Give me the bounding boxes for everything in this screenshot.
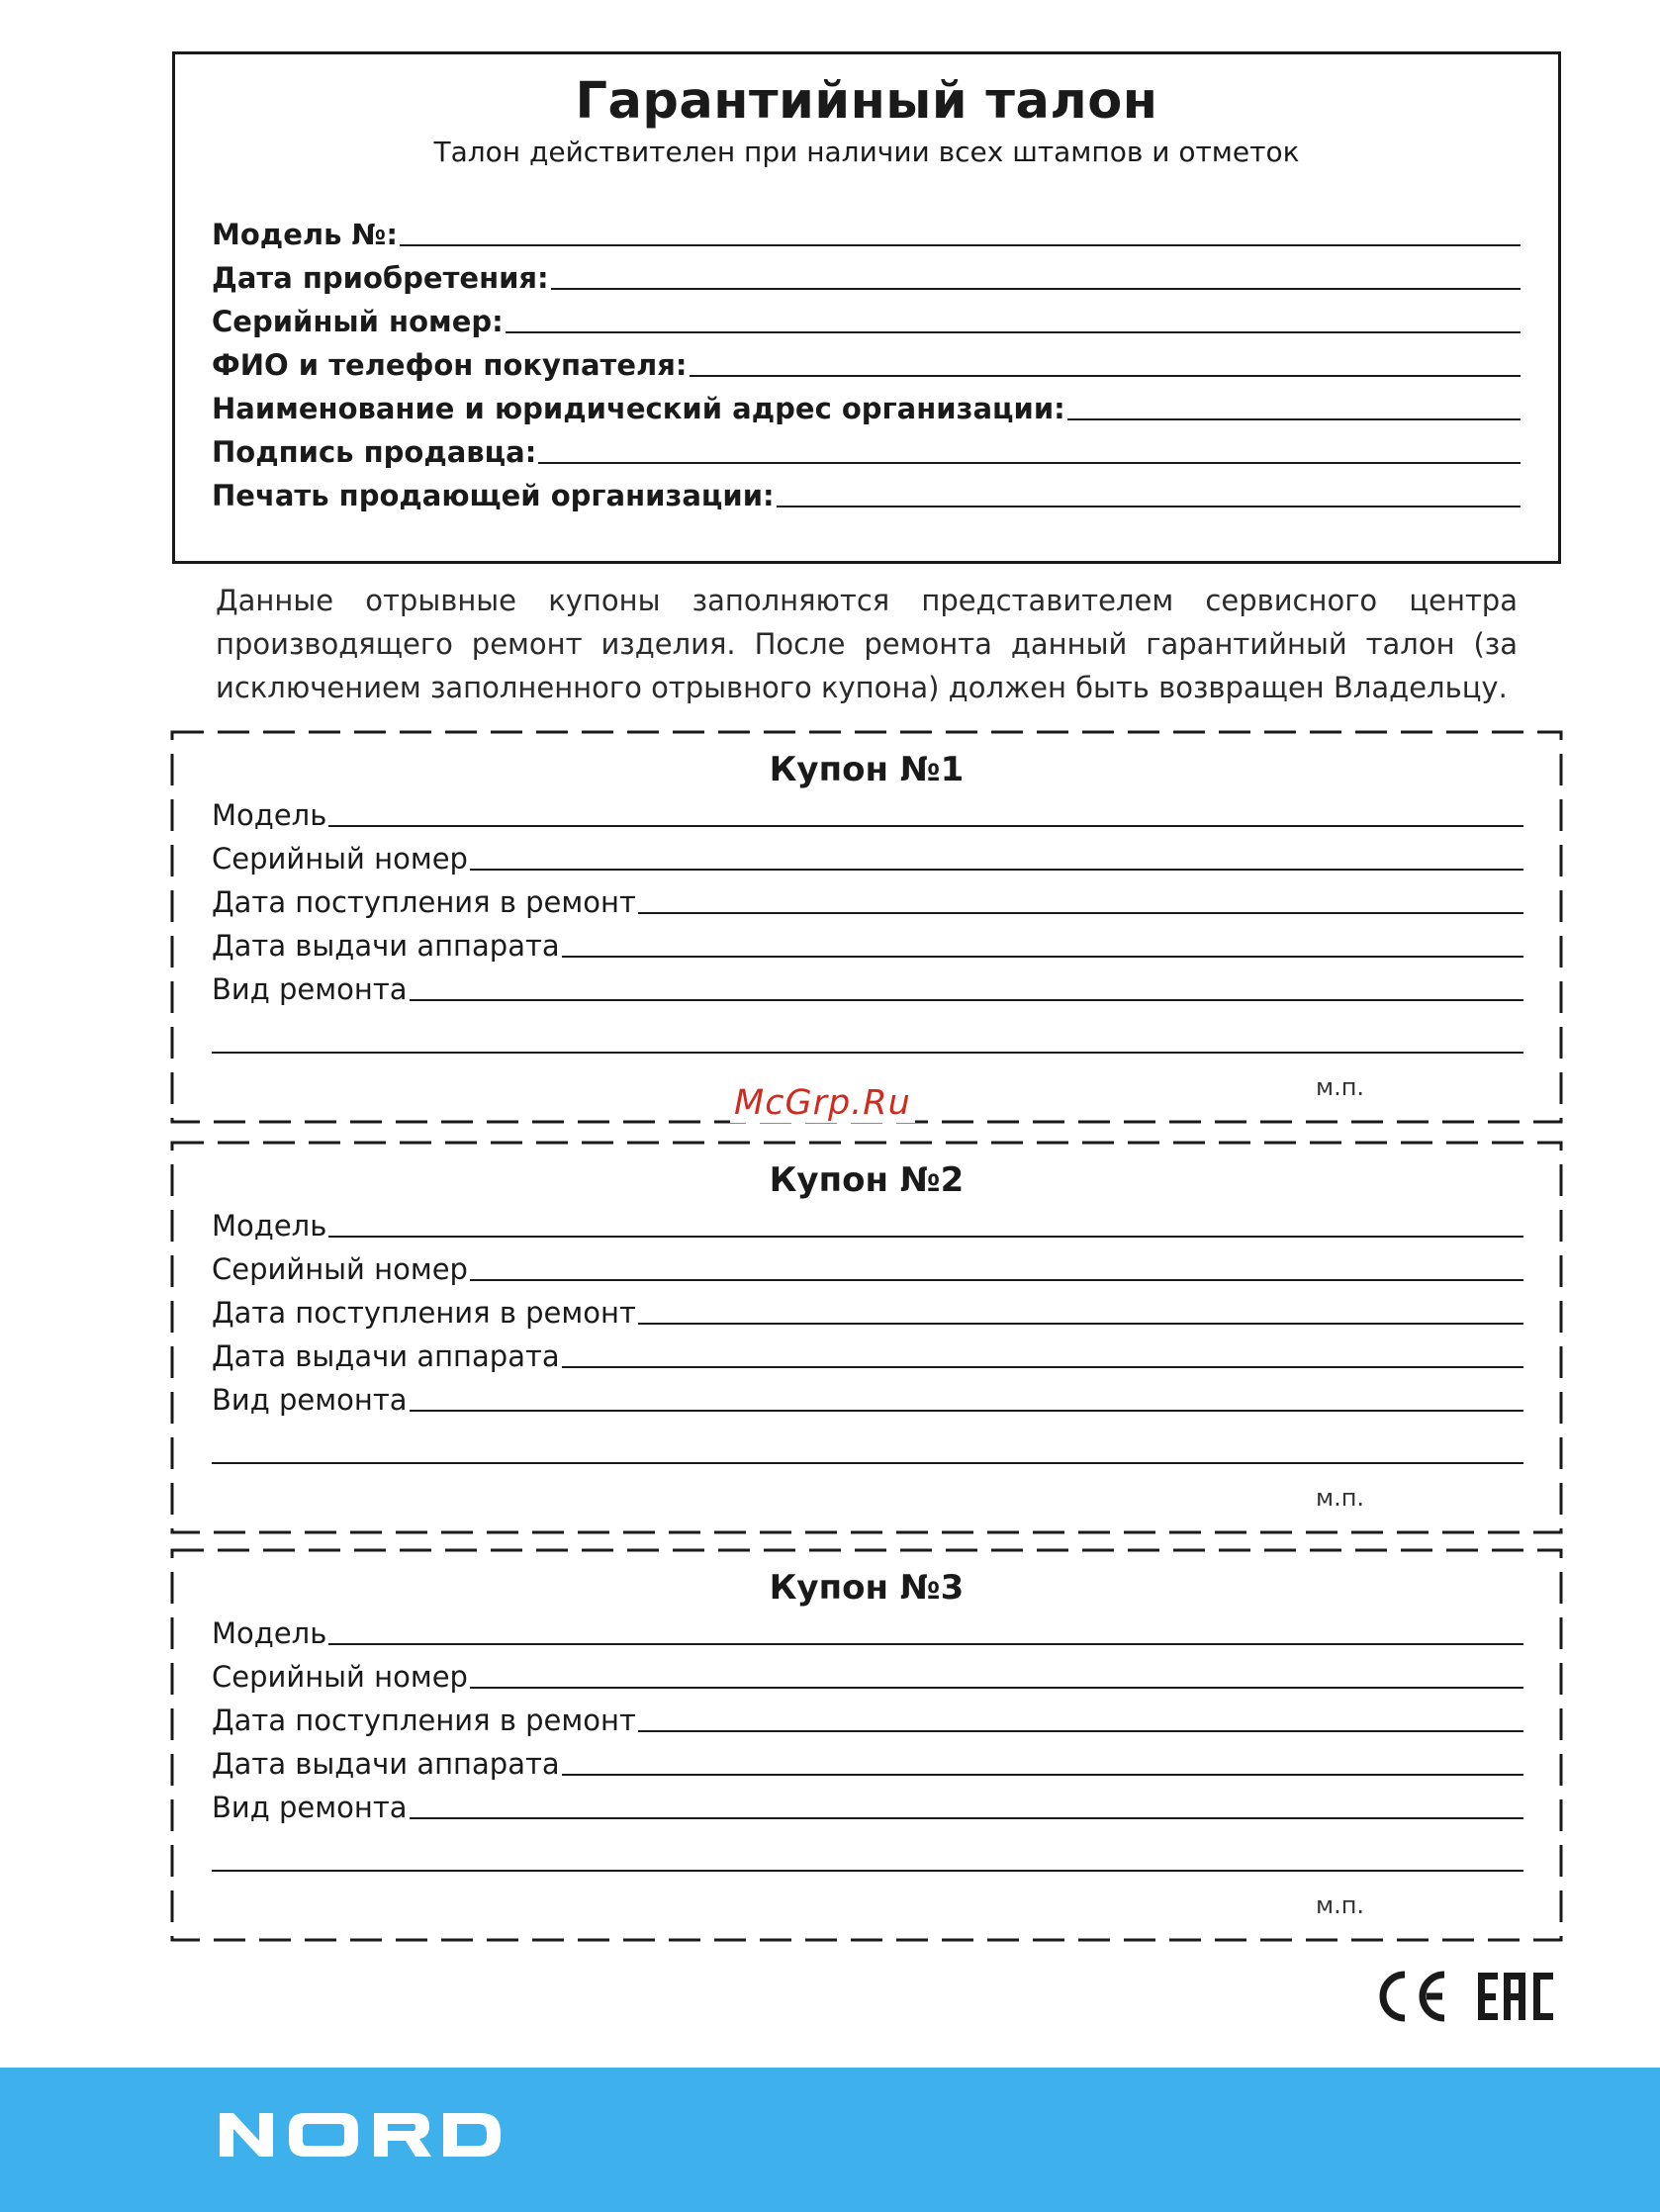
warranty-title: Гарантийный талон <box>575 72 1158 131</box>
field-label: Модель <box>212 1616 327 1650</box>
ce-mark-icon <box>1383 1975 1444 2018</box>
field-label: Серийный номер <box>212 842 468 876</box>
fill-line <box>328 825 1523 827</box>
fill-line <box>470 869 1523 871</box>
fill-line <box>777 506 1521 507</box>
field-label: Подпись продавца: <box>212 435 537 469</box>
field-label: Дата выдачи аппарата <box>212 1339 560 1373</box>
field-label: Дата выдачи аппарата <box>212 929 560 963</box>
field-label: Дата поступления в ремонт <box>212 1296 636 1330</box>
coupon-title: Купон №1 <box>769 750 965 789</box>
warranty-subtitle: Талон действителен при наличии всех штампов и отметок <box>433 136 1300 168</box>
field-label: Серийный номер <box>212 1252 468 1286</box>
field-label: Серийный номер: <box>212 305 504 338</box>
fill-line <box>551 288 1521 290</box>
fill-line <box>400 244 1521 246</box>
fill-line <box>562 1774 1523 1776</box>
field-organization-address[interactable] <box>212 392 1521 425</box>
fill-line <box>470 1279 1523 1281</box>
stamp-place-label: м.п. <box>1316 1073 1365 1101</box>
warranty-card <box>172 51 1561 564</box>
fill-line <box>410 999 1523 1001</box>
coupon-field-repair-in-date[interactable] <box>212 1706 1523 1735</box>
fill-line <box>562 1366 1523 1368</box>
field-label: Модель №: <box>212 218 399 251</box>
coupon-field-model[interactable] <box>212 1616 1523 1650</box>
fill-line <box>410 1817 1523 1819</box>
field-purchase-date[interactable] <box>212 261 1521 295</box>
coupon-extra-line[interactable] <box>212 1870 1523 1872</box>
field-label: Вид ремонта <box>212 1383 408 1417</box>
fill-line <box>638 1730 1523 1732</box>
coupon-field-serial[interactable] <box>212 842 1523 876</box>
coupon-field-repair-in-date[interactable] <box>212 1296 1523 1330</box>
nord-logo-icon <box>220 2113 501 2157</box>
coupon-field-repair-type[interactable] <box>212 1383 1523 1417</box>
stamp-place-label: м.п. <box>1316 1891 1365 1919</box>
field-label: Вид ремонта <box>212 972 408 1006</box>
fill-line <box>638 1323 1523 1325</box>
field-model-number[interactable] <box>212 218 1521 251</box>
coupon-field-serial[interactable] <box>212 1660 1523 1694</box>
fill-line <box>538 462 1521 464</box>
coupon-title: Купон №3 <box>769 1568 965 1608</box>
coupon-field-release-date[interactable] <box>212 1339 1523 1373</box>
coupon-field-release-date[interactable] <box>212 929 1523 963</box>
coupon-extra-line[interactable] <box>212 1462 1523 1464</box>
coupon-title: Купон №2 <box>769 1160 965 1200</box>
coupon-3 <box>170 1548 1563 1944</box>
field-label: Вид ремонта <box>212 1791 408 1824</box>
fill-line <box>638 912 1523 914</box>
fill-line <box>410 1410 1523 1412</box>
coupon-field-serial[interactable] <box>212 1252 1523 1286</box>
dashed-cut-border <box>170 730 1563 1126</box>
fill-line <box>1067 418 1521 420</box>
field-buyer-name-phone[interactable] <box>212 348 1521 382</box>
field-label: Дата выдачи аппарата <box>212 1747 560 1781</box>
coupon-field-model[interactable] <box>212 1209 1523 1243</box>
field-seller-stamp[interactable] <box>212 479 1521 512</box>
eac-mark-icon <box>1478 1973 1553 2020</box>
field-label: Наименование и юридический адрес организации: <box>212 392 1065 425</box>
fill-line <box>328 1643 1523 1645</box>
dashed-cut-border <box>170 1141 1563 1536</box>
field-serial-number[interactable] <box>212 305 1521 338</box>
field-label: Серийный номер <box>212 1660 468 1694</box>
field-label: Модель <box>212 798 327 832</box>
coupon-extra-line[interactable] <box>212 1052 1523 1054</box>
field-label: Дата поступления в ремонт <box>212 1704 636 1737</box>
field-label: Дата поступления в ремонт <box>212 885 636 919</box>
coupon-field-repair-type[interactable] <box>212 972 1523 1006</box>
coupon-field-model[interactable] <box>212 798 1523 832</box>
field-label: Печать продающей организации: <box>212 479 775 512</box>
watermark-text: McGrp.Ru <box>730 1083 915 1123</box>
coupon-field-release-date[interactable] <box>212 1747 1523 1781</box>
fill-line <box>328 1236 1523 1238</box>
field-seller-signature[interactable] <box>212 435 1521 469</box>
coupon-notice: Данные отрывные купоны заполняются представителем сервисного центра производящего ремонт изделия. После ремонта данный гарантийный талон (за исключением заполненного отрывного купона) должен быть возвращен Владельцу. <box>216 584 1518 704</box>
fill-line <box>690 375 1522 377</box>
certification-marks <box>1375 1967 1573 2026</box>
dashed-cut-border <box>170 1548 1563 1944</box>
stamp-place-label: м.п. <box>1316 1484 1365 1512</box>
field-label: Модель <box>212 1209 327 1243</box>
field-label: Дата приобретения: <box>212 261 549 295</box>
fill-line <box>562 956 1523 958</box>
field-label: ФИО и телефон покупателя: <box>212 348 688 382</box>
fill-line <box>470 1687 1523 1689</box>
fill-line <box>506 331 1521 333</box>
coupon-1 <box>170 730 1563 1126</box>
coupon-2 <box>170 1141 1563 1536</box>
coupon-field-repair-in-date[interactable] <box>212 885 1523 919</box>
coupon-field-repair-type[interactable] <box>212 1791 1523 1824</box>
